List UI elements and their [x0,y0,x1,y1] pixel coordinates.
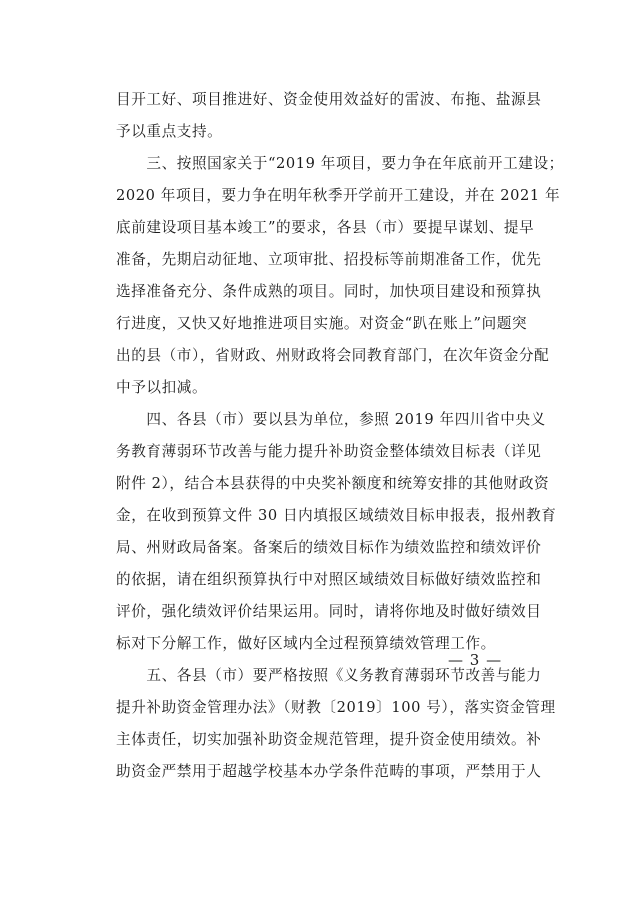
text-line-2: 予以重点支持。 [116,123,223,140]
document-body [116,84,564,788]
text-line-13: 附件 2），结合本县获得的中央奖补额度和统筹安排的其他财政资 [116,475,550,492]
text-line-15: 局、州财政局备案。备案后的绩效目标作为绩效监控和绩效评价 [116,539,542,556]
text-line-22: 助资金严禁用于超越学校基本办学条件范畴的事项，严禁用于人 [116,763,542,780]
text-line-21: 主体责任，切实加强补助资金规范管理，提升资金使用绩效。补 [116,731,542,748]
text-line-17: 评价，强化绩效评价结果运用。同时，请将你地及时做好绩效目 [116,603,542,620]
text-line-1: 目开工好、项目推进好、资金使用效益好的雷波、布拖、盐源县 [116,91,542,108]
page-number: — 3 — [448,651,503,669]
text-line-16: 的依据，请在组织预算执行中对照区域绩效目标做好绩效监控和 [116,571,542,588]
text-line-11: 四、各县（市）要以县为单位，参照 2019 年四川省中央义 [116,411,546,428]
text-line-4: 2020 年项目，要力争在明年秋季开学前开工建设，并在 2021 年 [116,187,561,204]
text-line-7: 选择准备充分、条件成熟的项目。同时，加快项目建设和预算执 [116,283,542,300]
text-line-6: 准备，先期启动征地、立项审批、招投标等前期准备工作，优先 [116,251,542,268]
text-line-20: 提升补助资金管理办法》（财教〔2019〕100 号），落实资金管理 [116,699,556,716]
text-line-18: 标对下分解工作，做好区域内全过程预算绩效管理工作。 [116,635,496,652]
text-line-10: 中予以扣减。 [116,379,208,396]
text-line-19: 五、各县（市）要严格按照《义务教育薄弱环节改善与能力 [116,667,542,684]
text-line-5: 底前建设项目基本竣工”的要求，各县（市）要提早谋划、提早 [116,219,535,236]
text-line-14: 金，在收到预算文件 30 日内填报区域绩效目标申报表，报州教育 [116,507,557,524]
text-line-12: 务教育薄弱环节改善与能力提升补助资金整体绩效目标表（详见 [116,443,542,460]
text-line-3: 三、按照国家关于“2019 年项目，要力争在年底前开工建设； [116,155,564,172]
text-line-9: 出的县（市），省财政、州财政将会同教育部门，在次年资金分配 [116,347,550,364]
text-line-8: 行进度，又快又好地推进项目实施。对资金“趴在账上”问题突 [116,315,528,332]
